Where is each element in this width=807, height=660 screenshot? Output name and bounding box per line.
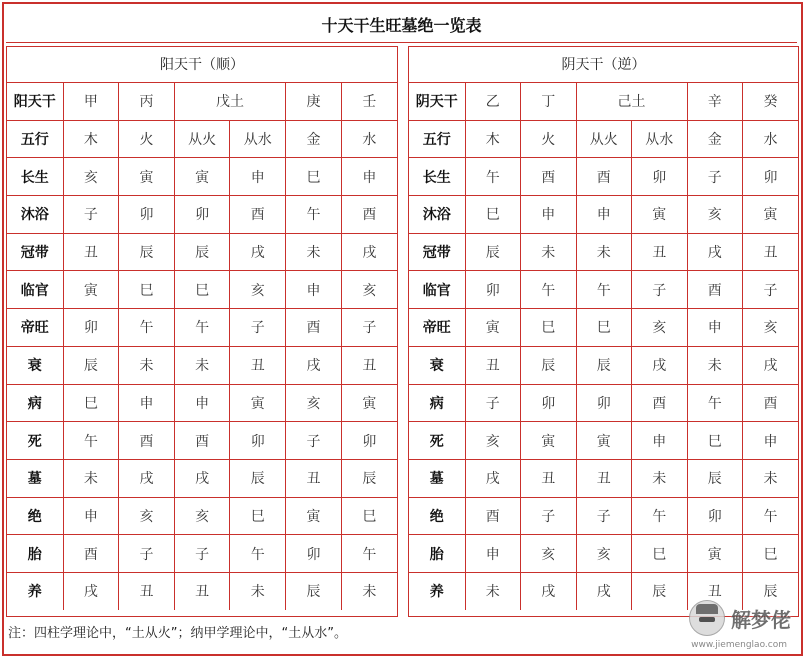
table-cell: 未	[521, 233, 577, 271]
table-cell: 寅	[174, 158, 230, 196]
row-label: 五行	[409, 120, 465, 158]
table-cell: 酉	[465, 497, 521, 535]
table-cell: 子	[576, 497, 632, 535]
table-cell: 卯	[576, 384, 632, 422]
table-cell: 戌	[521, 572, 577, 609]
table-cell: 酉	[687, 271, 743, 309]
table-cell: 辰	[576, 346, 632, 384]
table-row	[7, 158, 397, 196]
wuxing-cell: 从火	[174, 120, 230, 158]
table-cell: 辰	[341, 459, 397, 497]
table-cell: 午	[119, 309, 175, 347]
row-label: 阳天干	[7, 83, 63, 120]
row-label: 冠带	[7, 233, 63, 271]
table-row	[7, 497, 397, 535]
table-cell: 子	[119, 535, 175, 573]
table-cell: 申	[521, 196, 577, 234]
table-cell: 午	[687, 384, 743, 422]
stem-cell: 壬	[341, 83, 397, 120]
table-cell: 卯	[465, 271, 521, 309]
table-cell: 寅	[119, 158, 175, 196]
table-row	[409, 309, 798, 347]
table-cell: 丑	[63, 233, 119, 271]
table-row	[7, 196, 397, 234]
table-cell: 午	[286, 196, 342, 234]
table-cell: 申	[743, 422, 799, 460]
table-cell: 子	[286, 422, 342, 460]
watermark-url: www.jiemenglao.com	[691, 640, 787, 650]
table-cell: 丑	[286, 459, 342, 497]
table-cell: 戌	[119, 459, 175, 497]
table-cell: 未	[465, 572, 521, 609]
table-cell: 丑	[465, 346, 521, 384]
table-cell: 辰	[286, 572, 342, 609]
table-cell: 辰	[521, 346, 577, 384]
footnote: 注：四柱学理论中，“土从火”；纳甲学理论中，“土从水”。	[8, 626, 347, 641]
table-cell: 申	[687, 309, 743, 347]
table-cell: 酉	[63, 535, 119, 573]
table-cell: 戌	[230, 233, 286, 271]
stem-cell: 甲	[63, 83, 119, 120]
table-cell: 申	[632, 422, 688, 460]
table-cell: 巳	[521, 309, 577, 347]
table-cell: 卯	[230, 422, 286, 460]
stem-cell: 丁	[521, 83, 577, 120]
table-cell: 卯	[687, 497, 743, 535]
table-row	[7, 271, 397, 309]
table-row	[7, 233, 397, 271]
table-cell: 子	[521, 497, 577, 535]
table-cell: 未	[286, 233, 342, 271]
table-cell: 寅	[632, 196, 688, 234]
table-row	[409, 346, 798, 384]
table-cell: 丑	[341, 346, 397, 384]
table-row	[7, 459, 397, 497]
wuxing-cell: 金	[286, 120, 342, 158]
row-label: 绝	[7, 497, 63, 535]
table-cell: 寅	[230, 384, 286, 422]
table-cell: 卯	[743, 158, 799, 196]
table-cell: 辰	[119, 233, 175, 271]
table-cell: 辰	[687, 459, 743, 497]
table-cell: 申	[174, 384, 230, 422]
table-row	[409, 233, 798, 271]
table-row	[409, 459, 798, 497]
table-row	[409, 422, 798, 460]
table-cell: 未	[119, 346, 175, 384]
row-label: 沐浴	[409, 196, 465, 234]
table-cell: 戌	[576, 572, 632, 609]
table-cell: 寅	[465, 309, 521, 347]
table-cell: 子	[341, 309, 397, 347]
stem-cell: 乙	[465, 83, 521, 120]
wuxing-cell: 木	[63, 120, 119, 158]
table-cell: 未	[743, 459, 799, 497]
row-label: 墓	[7, 459, 63, 497]
row-label: 养	[409, 572, 465, 609]
table-cell: 巳	[341, 497, 397, 535]
table-cell: 亥	[465, 422, 521, 460]
table-cell: 巳	[632, 535, 688, 573]
table-cell: 丑	[174, 572, 230, 609]
watermark-logo	[689, 600, 791, 636]
row-label: 帝旺	[409, 309, 465, 347]
row-label: 临官	[409, 271, 465, 309]
table-cell: 酉	[341, 196, 397, 234]
table-row	[409, 196, 798, 234]
table-cell: 亥	[576, 535, 632, 573]
row-label: 死	[409, 422, 465, 460]
table-cell: 酉	[230, 196, 286, 234]
table-cell: 丑	[743, 233, 799, 271]
table-cell: 卯	[63, 309, 119, 347]
table-cell: 午	[63, 422, 119, 460]
table-cell: 丑	[687, 572, 743, 609]
row-label: 五行	[7, 120, 63, 158]
table-cell: 亥	[63, 158, 119, 196]
row-label: 死	[7, 422, 63, 460]
table-cell: 午	[230, 535, 286, 573]
table-cell: 戌	[174, 459, 230, 497]
table-cell: 未	[341, 572, 397, 609]
row-label: 阴天干	[409, 83, 465, 120]
wuxing-cell: 火	[119, 120, 175, 158]
table-row	[7, 572, 397, 609]
table-cell: 子	[743, 271, 799, 309]
stem-cell: 癸	[743, 83, 799, 120]
table-cell: 申	[341, 158, 397, 196]
table-cell: 亥	[632, 309, 688, 347]
table-cell: 亥	[119, 497, 175, 535]
wuxing-cell: 从火	[576, 120, 632, 158]
table-cell: 辰	[174, 233, 230, 271]
table-cell: 亥	[521, 535, 577, 573]
table-row	[409, 384, 798, 422]
table-cell: 寅	[687, 535, 743, 573]
table-cell: 戌	[341, 233, 397, 271]
yang-section	[6, 46, 398, 617]
table-cell: 未	[230, 572, 286, 609]
wuxing-row	[7, 120, 397, 158]
wuxing-cell: 金	[687, 120, 743, 158]
table-cell: 辰	[465, 233, 521, 271]
table-row	[409, 535, 798, 573]
table-cell: 戌	[465, 459, 521, 497]
table-cell: 卯	[119, 196, 175, 234]
table-cell: 午	[341, 535, 397, 573]
table-cell: 亥	[286, 384, 342, 422]
table-cell: 子	[687, 158, 743, 196]
table-cell: 未	[63, 459, 119, 497]
table-cell: 申	[465, 535, 521, 573]
yang-table	[7, 83, 397, 610]
table-cell: 午	[576, 271, 632, 309]
table-row	[7, 422, 397, 460]
row-label: 帝旺	[7, 309, 63, 347]
wuxing-row	[409, 120, 798, 158]
table-cell: 未	[632, 459, 688, 497]
table-cell: 巳	[465, 196, 521, 234]
table-cell: 巳	[63, 384, 119, 422]
row-label: 长生	[409, 158, 465, 196]
table-cell: 午	[465, 158, 521, 196]
yin-header: 阴天干（逆）	[409, 47, 798, 83]
table-cell: 卯	[632, 158, 688, 196]
table-cell: 寅	[576, 422, 632, 460]
table-cell: 酉	[521, 158, 577, 196]
table-row	[7, 535, 397, 573]
table-cell: 午	[521, 271, 577, 309]
table-cell: 亥	[341, 271, 397, 309]
table-row	[409, 158, 798, 196]
table-row	[409, 271, 798, 309]
wuxing-cell: 火	[521, 120, 577, 158]
table-cell: 子	[63, 196, 119, 234]
table-cell: 未	[174, 346, 230, 384]
table-cell: 卯	[341, 422, 397, 460]
table-cell: 辰	[743, 572, 799, 609]
table-cell: 卯	[521, 384, 577, 422]
row-label: 病	[7, 384, 63, 422]
table-cell: 亥	[230, 271, 286, 309]
wuxing-cell: 水	[341, 120, 397, 158]
stems-row	[409, 83, 798, 120]
table-cell: 巳	[174, 271, 230, 309]
yin-table	[409, 83, 798, 610]
row-label: 墓	[409, 459, 465, 497]
table-cell: 午	[174, 309, 230, 347]
table-cell: 申	[63, 497, 119, 535]
table-cell: 丑	[632, 233, 688, 271]
table-cell: 辰	[63, 346, 119, 384]
row-label: 胎	[7, 535, 63, 573]
table-cell: 寅	[521, 422, 577, 460]
yang-header: 阳天干（顺）	[7, 47, 397, 83]
row-label: 养	[7, 572, 63, 609]
row-label: 胎	[409, 535, 465, 573]
avatar-icon	[689, 600, 725, 636]
table-cell: 巳	[576, 309, 632, 347]
table-cell: 未	[687, 346, 743, 384]
table-cell: 丑	[576, 459, 632, 497]
table-cell: 辰	[230, 459, 286, 497]
table-row	[7, 384, 397, 422]
table-cell: 寅	[286, 497, 342, 535]
table-cell: 丑	[230, 346, 286, 384]
table-cell: 亥	[174, 497, 230, 535]
table-cell: 子	[465, 384, 521, 422]
table-cell: 卯	[174, 196, 230, 234]
table-cell: 戌	[632, 346, 688, 384]
table-cell: 辰	[632, 572, 688, 609]
table-row	[7, 346, 397, 384]
table-cell: 午	[632, 497, 688, 535]
row-label: 衰	[7, 346, 63, 384]
table-row	[409, 497, 798, 535]
wuxing-cell: 水	[743, 120, 799, 158]
wuxing-cell: 从水	[230, 120, 286, 158]
stems-row	[7, 83, 397, 120]
table-cell: 子	[174, 535, 230, 573]
stem-cell: 庚	[286, 83, 342, 120]
table-cell: 未	[576, 233, 632, 271]
table-cell: 子	[230, 309, 286, 347]
table-cell: 戌	[687, 233, 743, 271]
table-cell: 巳	[286, 158, 342, 196]
table-cell: 申	[230, 158, 286, 196]
row-label: 绝	[409, 497, 465, 535]
table-cell: 寅	[341, 384, 397, 422]
table-cell: 酉	[743, 384, 799, 422]
table-cell: 巳	[687, 422, 743, 460]
row-label: 衰	[409, 346, 465, 384]
row-label: 长生	[7, 158, 63, 196]
table-cell: 丑	[119, 572, 175, 609]
table-cell: 酉	[174, 422, 230, 460]
stem-cell: 丙	[119, 83, 175, 120]
yin-section	[408, 46, 799, 617]
table-cell: 戌	[286, 346, 342, 384]
stem-cell: 戊土	[174, 83, 285, 120]
watermark-text: 解梦佬	[731, 607, 791, 632]
table-row	[7, 309, 397, 347]
stem-cell: 辛	[687, 83, 743, 120]
table-cell: 巳	[743, 535, 799, 573]
page-title: 十天干生旺墓绝一览表	[6, 6, 797, 43]
table-cell: 午	[743, 497, 799, 535]
wuxing-cell: 木	[465, 120, 521, 158]
row-label: 沐浴	[7, 196, 63, 234]
row-label: 病	[409, 384, 465, 422]
table-cell: 申	[576, 196, 632, 234]
table-cell: 巳	[230, 497, 286, 535]
table-cell: 戌	[743, 346, 799, 384]
row-label: 临官	[7, 271, 63, 309]
wuxing-cell: 从水	[632, 120, 688, 158]
table-cell: 亥	[743, 309, 799, 347]
table-cell: 子	[632, 271, 688, 309]
table-cell: 申	[119, 384, 175, 422]
table-cell: 丑	[521, 459, 577, 497]
table-cell: 酉	[286, 309, 342, 347]
table-cell: 申	[286, 271, 342, 309]
table-cell: 卯	[286, 535, 342, 573]
table-cell: 酉	[632, 384, 688, 422]
table-cell: 亥	[687, 196, 743, 234]
table-cell: 戌	[63, 572, 119, 609]
row-label: 冠带	[409, 233, 465, 271]
table-cell: 寅	[743, 196, 799, 234]
table-cell: 巳	[119, 271, 175, 309]
table-cell: 酉	[576, 158, 632, 196]
table-cell: 酉	[119, 422, 175, 460]
stem-cell: 己土	[576, 83, 687, 120]
table-cell: 寅	[63, 271, 119, 309]
